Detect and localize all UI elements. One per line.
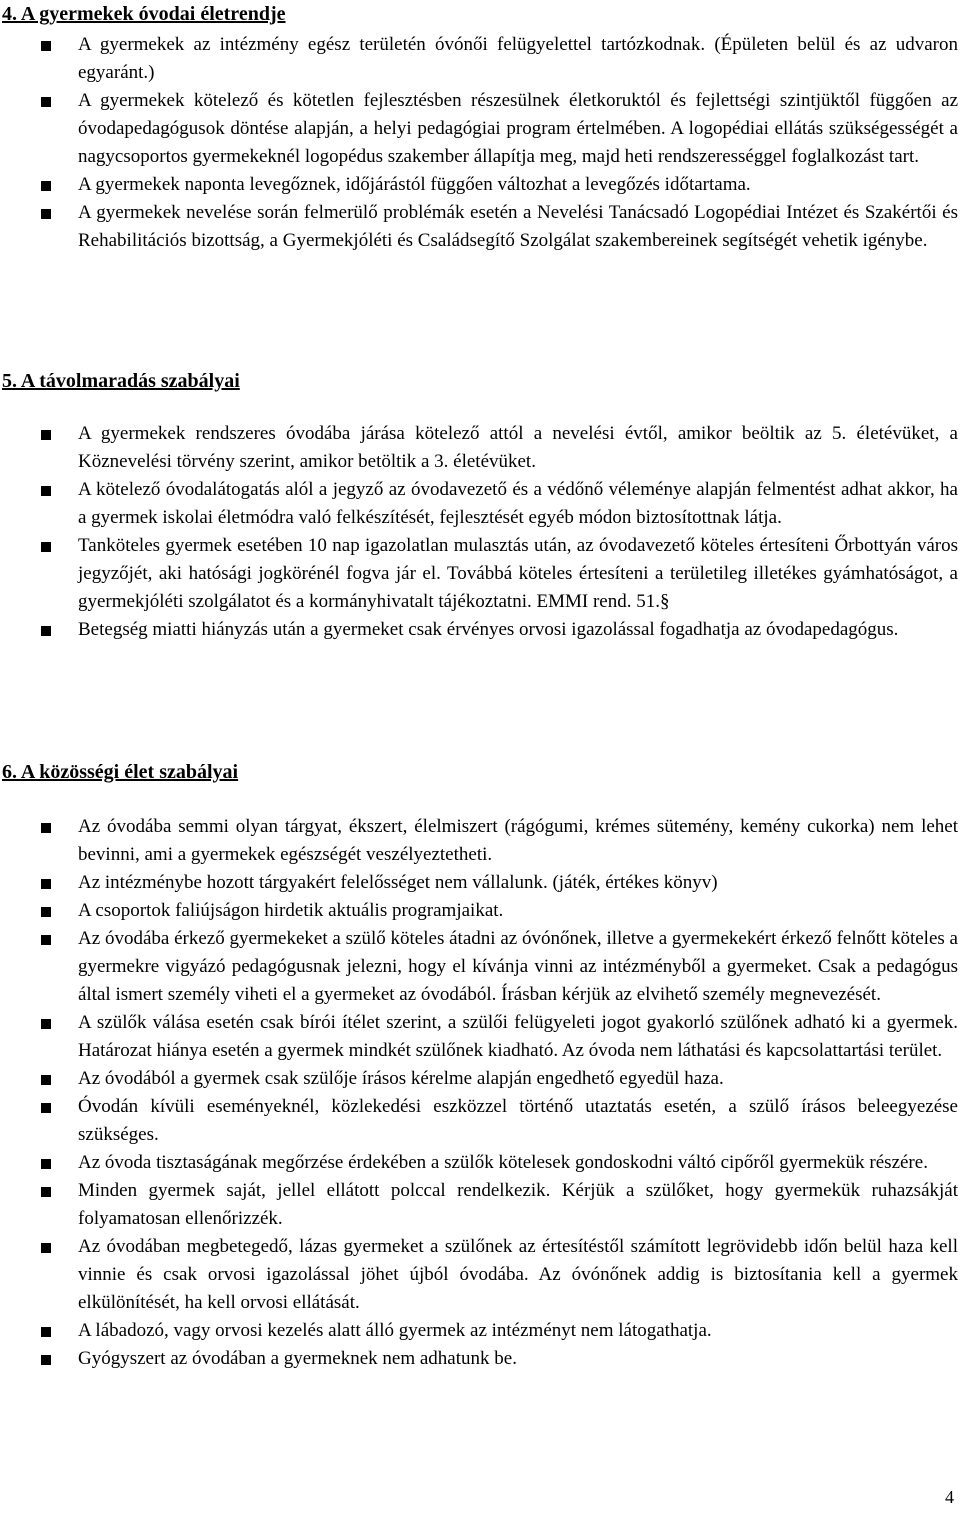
list-item: Tanköteles gyermek esetében 10 nap igazolatlan mulasztás után, az óvodavezető köteles értesíteni Őrbottyán város jegyzőjét, aki hatósági jogkörénél fogva jár el. Továbbá köteles értesíteni a területileg illetékes gyámhatóságot, a gyermekjóléti szolgálatot és a kormányhivatalt tájékoztatni. EMMI rend. 51.§ bbox=[0, 532, 960, 616]
list-item: A gyermekek kötelező és kötetlen fejlesztésben részesülnek életkoruktól és fejlettségi szintjüktől függően az óvodapedagógusok döntése alapján, a helyi pedagógiai program értelmében. A logopédiai ellátás szükségességét a nagycsoportos gyermekeknél logopédus szakember állapítja meg, majd heti rendszerességgel foglalkozást tart. bbox=[0, 87, 960, 171]
list-item: Az intézménybe hozott tárgyakért felelősséget nem vállalunk. (játék, értékes könyv) bbox=[0, 869, 960, 897]
list-item: Óvodán kívüli eseményeknél, közlekedési eszközzel történő utaztatás esetén, a szülő írásos beleegyezése szükséges. bbox=[0, 1093, 960, 1149]
section-heading-6: 6. A közösségi élet szabályai bbox=[2, 761, 239, 783]
list-item: Az óvoda tisztaságának megőrzése érdekében a szülők kötelesek gondoskodni váltó cipőről gyermekük részére. bbox=[0, 1149, 960, 1177]
section-6-list bbox=[0, 813, 960, 1373]
bullet-square-icon bbox=[41, 1103, 51, 1113]
page-number: 4 bbox=[945, 1487, 954, 1507]
list-item: A szülők válása esetén csak bírói ítélet szerint, a szülői felügyeleti jogot gyakorló szülőnek adható ki a gyermek. Határozat hiánya esetén a gyermek mindkét szülőnek kiadható. Az óvoda nem láthatási és kapcsolattartási terület. bbox=[0, 1009, 960, 1065]
bullet-square-icon bbox=[41, 486, 51, 496]
list-item: A gyermekek naponta levegőznek, időjárástól függően változhat a levegőzés időtartama. bbox=[0, 171, 960, 199]
list-item: A lábadozó, vagy orvosi kezelés alatt álló gyermek az intézményt nem látogathatja. bbox=[0, 1317, 960, 1345]
bullet-square-icon bbox=[41, 907, 51, 917]
bullet-square-icon bbox=[41, 97, 51, 107]
section-5-list bbox=[0, 420, 960, 644]
bullet-square-icon bbox=[41, 1075, 51, 1085]
section-heading-5: 5. A távolmaradás szabályai bbox=[2, 370, 240, 392]
list-item: Az óvodába semmi olyan tárgyat, ékszert, élelmiszert (rágógumi, krémes sütemény, kemény cukorka) nem lehet bevinni, ami a gyermekek egészségét veszélyeztetheti. bbox=[0, 813, 960, 869]
bullet-square-icon bbox=[41, 1243, 51, 1253]
list-item: A kötelező óvodalátogatás alól a jegyző az óvodavezető és a védőnő véleménye alapján felmentést adhat akkor, ha a gyermek iskolai életmódra való felkészítését, fejlesztését egyéb módon biztosítottnak látja. bbox=[0, 476, 960, 532]
bullet-square-icon bbox=[41, 1187, 51, 1197]
list-item: A gyermekek rendszeres óvodába járása kötelező attól a nevelési évtől, amikor beöltik az 5. életévüket, a Köznevelési törvény szerint, amikor betöltik a 3. életévüket. bbox=[0, 420, 960, 476]
bullet-square-icon bbox=[41, 1019, 51, 1029]
list-item: A csoportok faliújságon hirdetik aktuális programjaikat. bbox=[0, 897, 960, 925]
list-item: Minden gyermek saját, jellel ellátott polccal rendelkezik. Kérjük a szülőket, hogy gyermekük ruhazsákját folyamatosan ellenőrizzék. bbox=[0, 1177, 960, 1233]
list-item: A gyermekek az intézmény egész területén óvónői felügyelettel tartózkodnak. (Épületen belül és az udvaron egyaránt.) bbox=[0, 31, 960, 87]
bullet-square-icon bbox=[41, 879, 51, 889]
section-4-list bbox=[0, 31, 960, 255]
list-item: Az óvodába érkező gyermekeket a szülő köteles átadni az óvónőnek, illetve a gyermekekért érkező felnőtt köteles a gyermekre vigyázó pedagógusnak jelezni, hogy el kívánja vinni az intézményből a gyermeket. Csak a pedagógus által ismert személy viheti el a gyermeket az óvodából. Írásban kérjük az elvihető személy megnevezését. bbox=[0, 925, 960, 1009]
bullet-square-icon bbox=[41, 823, 51, 833]
list-item: Az óvodából a gyermek csak szülője írásos kérelme alapján engedhető egyedül haza. bbox=[0, 1065, 960, 1093]
list-item: Az óvodában megbetegedő, lázas gyermeket a szülőnek az értesítéstől számított legrövidebb időn belül haza kell vinnie és csak orvosi igazolással jöhet újból óvodába. Az óvónőnek addig is biztosítania kell a gyermek elkülönítését, ha kell orvosi ellátását. bbox=[0, 1233, 960, 1317]
list-item: Betegség miatti hiányzás után a gyermeket csak érvényes orvosi igazolással fogadhatja az óvodapedagógus. bbox=[0, 616, 960, 644]
bullet-square-icon bbox=[41, 542, 51, 552]
bullet-square-icon bbox=[41, 1327, 51, 1337]
bullet-square-icon bbox=[41, 209, 51, 219]
bullet-square-icon bbox=[41, 626, 51, 636]
bullet-square-icon bbox=[41, 1355, 51, 1365]
list-item: Gyógyszert az óvodában a gyermeknek nem adhatunk be. bbox=[0, 1345, 960, 1373]
bullet-square-icon bbox=[41, 1159, 51, 1169]
bullet-square-icon bbox=[41, 181, 51, 191]
bullet-square-icon bbox=[41, 935, 51, 945]
section-heading-4: 4. A gyermekek óvodai életrendje bbox=[2, 3, 286, 25]
bullet-square-icon bbox=[41, 430, 51, 440]
list-item: A gyermekek nevelése során felmerülő problémák esetén a Nevelési Tanácsadó Logopédiai Intézet és Szakértői és Rehabilitációs bizottság, a Gyermekjóléti és Családsegítő Szolgálat szakembereinek segítségét vehetik igénybe. bbox=[0, 199, 960, 255]
bullet-square-icon bbox=[41, 41, 51, 51]
